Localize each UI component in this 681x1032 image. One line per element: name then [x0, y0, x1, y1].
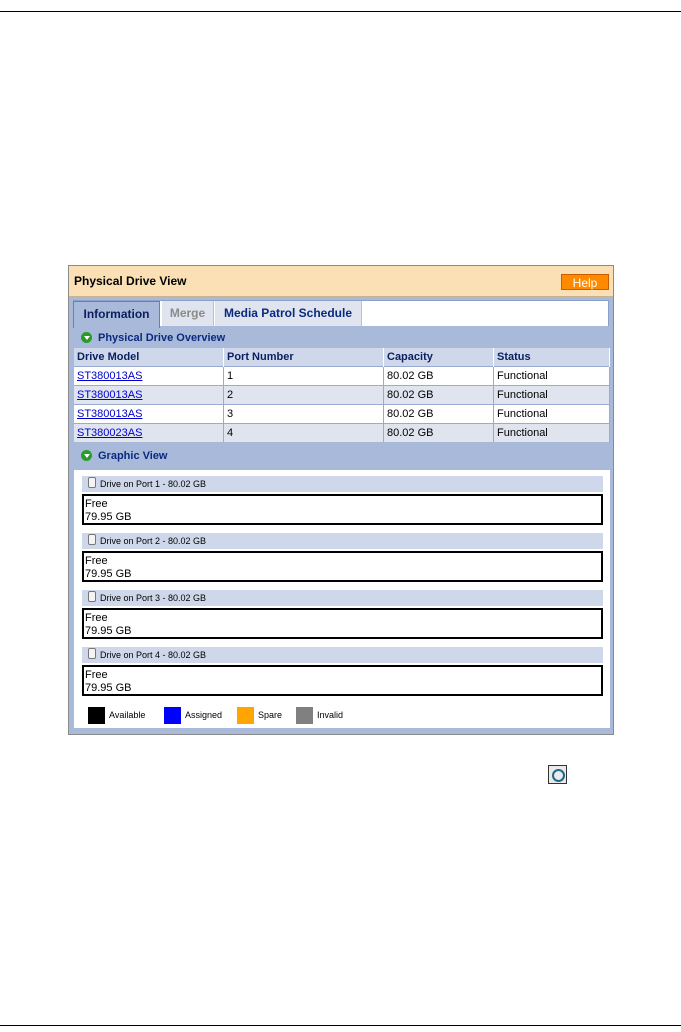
- page-bottom-rule: [0, 1025, 681, 1026]
- legend-label: Assigned: [185, 710, 223, 720]
- physical-drive-view-panel: [68, 265, 614, 735]
- port-number-cell: 1: [224, 367, 384, 386]
- segment-label: Free: [85, 669, 108, 681]
- drive-model-cell: [74, 405, 224, 424]
- drive-header: [82, 647, 603, 663]
- disk-drive-icon: [88, 648, 96, 659]
- segment-label: Free: [85, 555, 108, 567]
- capacity-cell: 80.02 GB: [384, 405, 494, 424]
- tab-merge[interactable]: Merge: [162, 301, 214, 326]
- drive-header-label: Drive on Port 4 - 80.02 GB: [100, 650, 207, 660]
- drive-header: [82, 533, 603, 549]
- drive-header-label: Drive on Port 3 - 80.02 GB: [100, 593, 207, 603]
- legend-swatch-spare: [237, 707, 254, 724]
- legend-item-assigned: [164, 706, 222, 724]
- panel-title: Physical Drive View: [74, 274, 187, 288]
- legend-swatch-invalid: [296, 707, 313, 724]
- drive-block-port-3: [82, 590, 603, 639]
- column-header-port-number: Port Number: [224, 348, 384, 367]
- table-row: [74, 367, 610, 386]
- segment-size: 79.95 GB: [85, 625, 132, 637]
- legend-item-invalid: [296, 706, 343, 724]
- graphic-section-title: Graphic View: [98, 450, 168, 462]
- capacity-cell: 80.02 GB: [384, 367, 494, 386]
- status-cell: Functional: [494, 424, 610, 443]
- legend-swatch-available: [88, 707, 105, 724]
- drive-block-port-1: [82, 476, 603, 525]
- panel-titlebar: [69, 266, 613, 297]
- drive-header: [82, 476, 603, 492]
- segment-label: Free: [85, 498, 108, 510]
- help-button[interactable]: Help: [561, 274, 609, 290]
- column-header-capacity: Capacity: [384, 348, 494, 367]
- drive-free-segment[interactable]: [82, 494, 603, 525]
- drive-model-link[interactable]: ST380013AS: [77, 408, 143, 420]
- disk-drive-icon: [88, 477, 96, 488]
- drive-model-link[interactable]: ST380013AS: [77, 389, 143, 401]
- drive-header: [82, 590, 603, 606]
- page-top-rule: [0, 11, 681, 12]
- status-cell: Functional: [494, 405, 610, 424]
- table-row: [74, 424, 610, 443]
- drive-header-label: Drive on Port 1 - 80.02 GB: [100, 479, 207, 489]
- drive-header-label: Drive on Port 2 - 80.02 GB: [100, 536, 207, 546]
- segment-size: 79.95 GB: [85, 568, 132, 580]
- drive-overview-table: [74, 348, 610, 442]
- status-cell: Functional: [494, 367, 610, 386]
- column-header-drive-model: Drive Model: [74, 348, 224, 367]
- disk-drive-icon: [88, 534, 96, 545]
- graphic-view: [74, 470, 610, 728]
- overview-section-header[interactable]: [81, 331, 225, 345]
- capacity-cell: 80.02 GB: [384, 386, 494, 405]
- capacity-cell: 80.02 GB: [384, 424, 494, 443]
- status-cell: Functional: [494, 386, 610, 405]
- drive-block-port-4: [82, 647, 603, 696]
- drive-block-port-2: [82, 533, 603, 582]
- graphic-section-header[interactable]: [81, 449, 168, 463]
- segment-size: 79.95 GB: [85, 682, 132, 694]
- tab-information[interactable]: Information: [73, 301, 160, 328]
- drive-free-segment[interactable]: [82, 665, 603, 696]
- overview-section-title: Physical Drive Overview: [98, 332, 226, 344]
- screen-magnifier-icon[interactable]: [548, 765, 567, 784]
- legend-item-available: [88, 706, 145, 724]
- segment-label: Free: [85, 612, 108, 624]
- column-header-status: Status: [494, 348, 610, 367]
- legend-item-spare: [237, 706, 282, 724]
- port-number-cell: 2: [224, 386, 384, 405]
- segment-size: 79.95 GB: [85, 511, 132, 523]
- drive-model-cell: [74, 367, 224, 386]
- table-row: [74, 386, 610, 405]
- drive-free-segment[interactable]: [82, 608, 603, 639]
- drive-model-link[interactable]: ST380013AS: [77, 370, 143, 382]
- table-header-row: [74, 348, 610, 367]
- collapse-arrow-icon[interactable]: [81, 450, 92, 461]
- drive-model-cell: [74, 386, 224, 405]
- disk-drive-icon: [88, 591, 96, 602]
- port-number-cell: 3: [224, 405, 384, 424]
- tab-bar: [73, 300, 609, 326]
- legend-swatch-assigned: [164, 707, 181, 724]
- drive-model-cell: [74, 424, 224, 443]
- legend-label: Invalid: [317, 710, 344, 720]
- drive-model-link[interactable]: ST380023AS: [77, 427, 143, 439]
- port-number-cell: 4: [224, 424, 384, 443]
- drive-free-segment[interactable]: [82, 551, 603, 582]
- collapse-arrow-icon[interactable]: [81, 332, 92, 343]
- legend-label: Available: [109, 710, 146, 720]
- legend-label: Spare: [258, 710, 283, 720]
- table-row: [74, 405, 610, 424]
- tab-media-patrol-schedule[interactable]: Media Patrol Schedule: [215, 301, 362, 326]
